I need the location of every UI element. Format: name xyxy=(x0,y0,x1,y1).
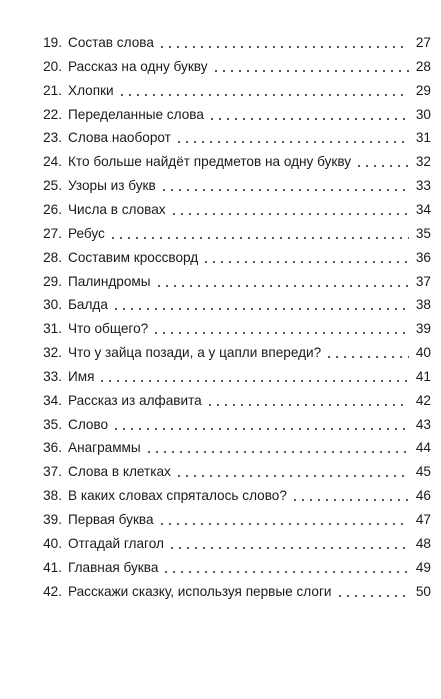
dot-leader xyxy=(170,213,409,215)
toc-entry-title: Ребус xyxy=(68,225,105,241)
toc-entry-page-number: 34 xyxy=(415,201,431,217)
toc-entry-number: 38. xyxy=(43,488,62,504)
toc-entry-number: 22. xyxy=(43,106,62,122)
toc-entry-title: Имя xyxy=(68,368,95,384)
dot-leader xyxy=(202,261,409,263)
toc-entry-number: 41. xyxy=(43,559,62,575)
toc-entry xyxy=(36,556,431,576)
toc-entry-number: 30. xyxy=(43,297,62,313)
toc-entry xyxy=(36,389,431,409)
toc-entry-title: Рассказ из алфавита xyxy=(68,392,202,408)
toc-entry-title: Что общего? xyxy=(68,321,149,337)
toc-entry xyxy=(36,341,431,361)
dot-leader xyxy=(145,451,409,453)
toc-entry-page-number: 27 xyxy=(415,35,431,50)
toc-entry-page-number: 43 xyxy=(415,416,431,432)
toc-entry xyxy=(36,580,431,600)
toc-entry xyxy=(36,198,431,218)
toc-entry-title: Анаграммы xyxy=(68,440,141,456)
toc-entry-number: 35. xyxy=(43,416,62,432)
toc-entry-number: 31. xyxy=(43,321,62,337)
toc-entry-page-number: 45 xyxy=(415,464,431,480)
toc-entry xyxy=(36,174,431,194)
toc-entry xyxy=(36,508,431,528)
toc-entry-title: Состав слова xyxy=(68,35,154,50)
toc-entry-page-number: 38 xyxy=(415,297,431,313)
toc-entry-page-number: 40 xyxy=(415,345,431,361)
dot-leader xyxy=(336,595,409,597)
toc-entry-page-number: 37 xyxy=(415,273,431,289)
dot-leader xyxy=(162,571,409,573)
dot-leader xyxy=(160,189,409,191)
toc-entry-page-number: 32 xyxy=(415,154,431,170)
toc-entry-page-number: 35 xyxy=(415,225,431,241)
toc-entry-page-number: 44 xyxy=(415,440,431,456)
toc-entry-title: Слово xyxy=(68,416,109,432)
toc-entry-title: Рассказ на одну букву xyxy=(68,58,208,74)
toc-entry-number: 40. xyxy=(43,535,62,551)
toc-entry-number: 20. xyxy=(43,58,62,74)
toc-entry-title: Узоры из букв xyxy=(68,178,156,194)
toc-entry xyxy=(36,222,431,242)
toc-entry-title: Отгадай глагол xyxy=(68,535,164,551)
toc-entry-page-number: 48 xyxy=(415,535,431,551)
dot-leader xyxy=(212,70,409,72)
toc-entry-page-number: 50 xyxy=(415,583,431,599)
toc-entry-number: 27. xyxy=(43,225,62,241)
toc-entry-page-number: 29 xyxy=(415,82,431,98)
dot-leader xyxy=(175,475,409,477)
toc-entry-title: Что у зайца позади, а у цапли впереди? xyxy=(68,345,322,361)
toc-entry-page-number: 41 xyxy=(415,368,431,384)
dot-leader xyxy=(168,547,409,549)
toc-entry xyxy=(36,150,431,170)
dot-leader xyxy=(291,499,409,501)
toc-entry-number: 39. xyxy=(43,512,62,527)
toc-entry-title: Палиндромы xyxy=(68,273,151,289)
toc-entry-number: 32. xyxy=(43,345,62,361)
toc-entry-number: 37. xyxy=(43,464,62,480)
toc-entry-title: В каких словах спряталось слово? xyxy=(68,488,287,504)
toc-entry-number: 23. xyxy=(43,130,62,146)
toc-entry-number: 19. xyxy=(43,35,62,50)
toc-entry xyxy=(36,31,431,51)
toc-entry xyxy=(36,413,431,433)
dot-leader xyxy=(355,165,409,167)
dot-leader xyxy=(155,285,409,287)
toc-entry-page-number: 31 xyxy=(415,130,431,146)
toc-entry-number: 28. xyxy=(43,249,62,265)
toc-entry-title: Кто больше найдёт предметов на одну букву xyxy=(68,154,352,170)
dot-leader xyxy=(325,356,409,358)
toc-entry-page-number: 36 xyxy=(415,249,431,265)
toc-entry-number: 34. xyxy=(43,392,62,408)
toc-entry xyxy=(36,436,431,456)
toc-entry-page-number: 47 xyxy=(415,512,431,527)
toc-entry-page-number: 33 xyxy=(415,178,431,194)
toc-entry-number: 29. xyxy=(43,273,62,289)
dot-leader xyxy=(152,332,409,334)
toc-entry xyxy=(36,246,431,266)
toc-entry-page-number: 42 xyxy=(415,392,431,408)
toc-entry-title: Первая буква xyxy=(68,512,154,527)
dot-leader xyxy=(112,428,409,430)
toc-entry xyxy=(36,103,431,123)
toc-entry-title: Составим кроссворд xyxy=(68,249,199,265)
toc-entry-number: 24. xyxy=(43,154,62,170)
dot-leader xyxy=(208,118,409,120)
toc-entry xyxy=(36,126,431,146)
toc-entry-title: Числа в словах xyxy=(68,201,166,217)
toc-entry xyxy=(36,460,431,480)
toc-entry-number: 26. xyxy=(43,201,62,217)
toc-entry xyxy=(36,484,431,504)
dot-leader xyxy=(158,523,409,525)
toc-entry-title: Слова наоборот xyxy=(68,130,171,146)
dot-leader xyxy=(112,308,409,310)
dot-leader xyxy=(109,237,409,239)
toc-entry-title: Главная буква xyxy=(68,559,159,575)
toc-entry-title: Слова в клетках xyxy=(68,464,171,480)
toc-entry xyxy=(36,293,431,313)
toc-entry xyxy=(36,317,431,337)
toc-entry-title: Балда xyxy=(68,297,108,313)
toc-entry-title: Переделанные слова xyxy=(68,106,204,122)
toc-entry-page-number: 28 xyxy=(415,58,431,74)
toc-entry-page-number: 30 xyxy=(415,106,431,122)
toc-entry-page-number: 39 xyxy=(415,321,431,337)
toc-entry-page-number: 46 xyxy=(415,488,431,504)
toc-entry-number: 25. xyxy=(43,178,62,194)
toc-entry xyxy=(36,365,431,385)
toc-entry-title: Расскажи сказку, используя первые слоги xyxy=(68,583,332,599)
dot-leader xyxy=(158,46,409,48)
toc-entry-number: 42. xyxy=(43,583,62,599)
toc-entry xyxy=(36,532,431,552)
toc-entry-page-number: 49 xyxy=(415,559,431,575)
dot-leader xyxy=(118,94,409,96)
toc-entry-number: 36. xyxy=(43,440,62,456)
toc-entry xyxy=(36,55,431,75)
toc-entry-number: 33. xyxy=(43,368,62,384)
toc-entry xyxy=(36,270,431,290)
toc-entry-title: Хлопки xyxy=(68,82,114,98)
toc-entry-number: 21. xyxy=(43,82,62,98)
dot-leader xyxy=(206,404,409,406)
dot-leader xyxy=(175,141,409,143)
dot-leader xyxy=(98,380,409,382)
toc-entry xyxy=(36,79,431,99)
